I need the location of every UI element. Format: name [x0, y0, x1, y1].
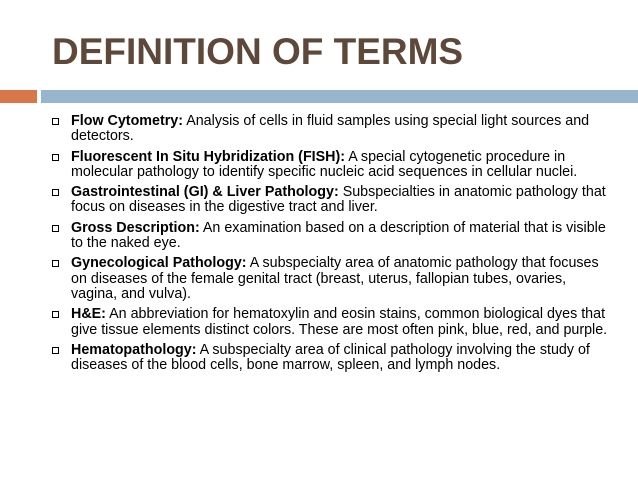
square-bullet-icon: [52, 118, 59, 125]
term-item-gross-description: [52, 221, 612, 252]
term-item-gynecological-pathology: [52, 256, 612, 302]
term-name: H&E:: [71, 306, 106, 323]
square-bullet-icon: [52, 260, 59, 267]
term-item-h-and-e: [52, 307, 612, 338]
square-bullet-icon: [52, 225, 59, 232]
term-name: Hematopathology:: [71, 341, 197, 358]
term-definition: An abbreviation for hematoxylin and eosin stains, common biological dyes that give tissue elements distinct colors. These are most often pink, blue, red, and purple.: [71, 306, 608, 338]
term-item-hematopathology: [52, 343, 612, 374]
square-bullet-icon: [52, 154, 59, 161]
square-bullet-icon: [52, 347, 59, 354]
square-bullet-icon: [52, 189, 59, 196]
term-item-fish: [52, 150, 612, 181]
term-item-flow-cytometry: [52, 114, 612, 145]
terms-list: [52, 114, 612, 378]
page-title: DEFINITION OF TERMS: [52, 31, 464, 72]
term-definition: A subspecialty area of clinical pathology involving the study of diseases of the blood cells, bone marrow, spleen, and lymph nodes.: [71, 341, 590, 374]
title-rule-bar: [41, 90, 638, 103]
term-definition: Subspecialties in anatomic pathology that focus on diseases in the digestive tract and liver.: [71, 184, 606, 216]
term-definition: Analysis of cells in fluid samples using special light sources and detectors.: [71, 113, 590, 145]
term-name: Flow Cytometry:: [71, 113, 184, 129]
term-name: Gross Description:: [71, 219, 200, 236]
term-name: Gastrointestinal (GI) & Liver Pathology:: [71, 184, 339, 201]
term-definition: A subspecialty area of anatomic pathology that focuses on diseases of the female genital tract (breast, uterus, fallopian tubes, ovaries, vagina, and vulva).: [71, 255, 599, 302]
square-bullet-icon: [52, 311, 59, 318]
term-item-gi-liver-pathology: [52, 185, 612, 216]
term-name: Gynecological Pathology:: [71, 255, 247, 272]
term-name: Fluorescent In Situ Hybridization (FISH):: [71, 148, 346, 165]
term-definition: A special cytogenetic procedure in molecular pathology to identify specific nucleic acid sequences in cellular nuclei.: [71, 148, 578, 180]
accent-bar: [0, 90, 37, 103]
term-definition: An examination based on a description of material that is visible to the naked eye.: [71, 219, 606, 252]
